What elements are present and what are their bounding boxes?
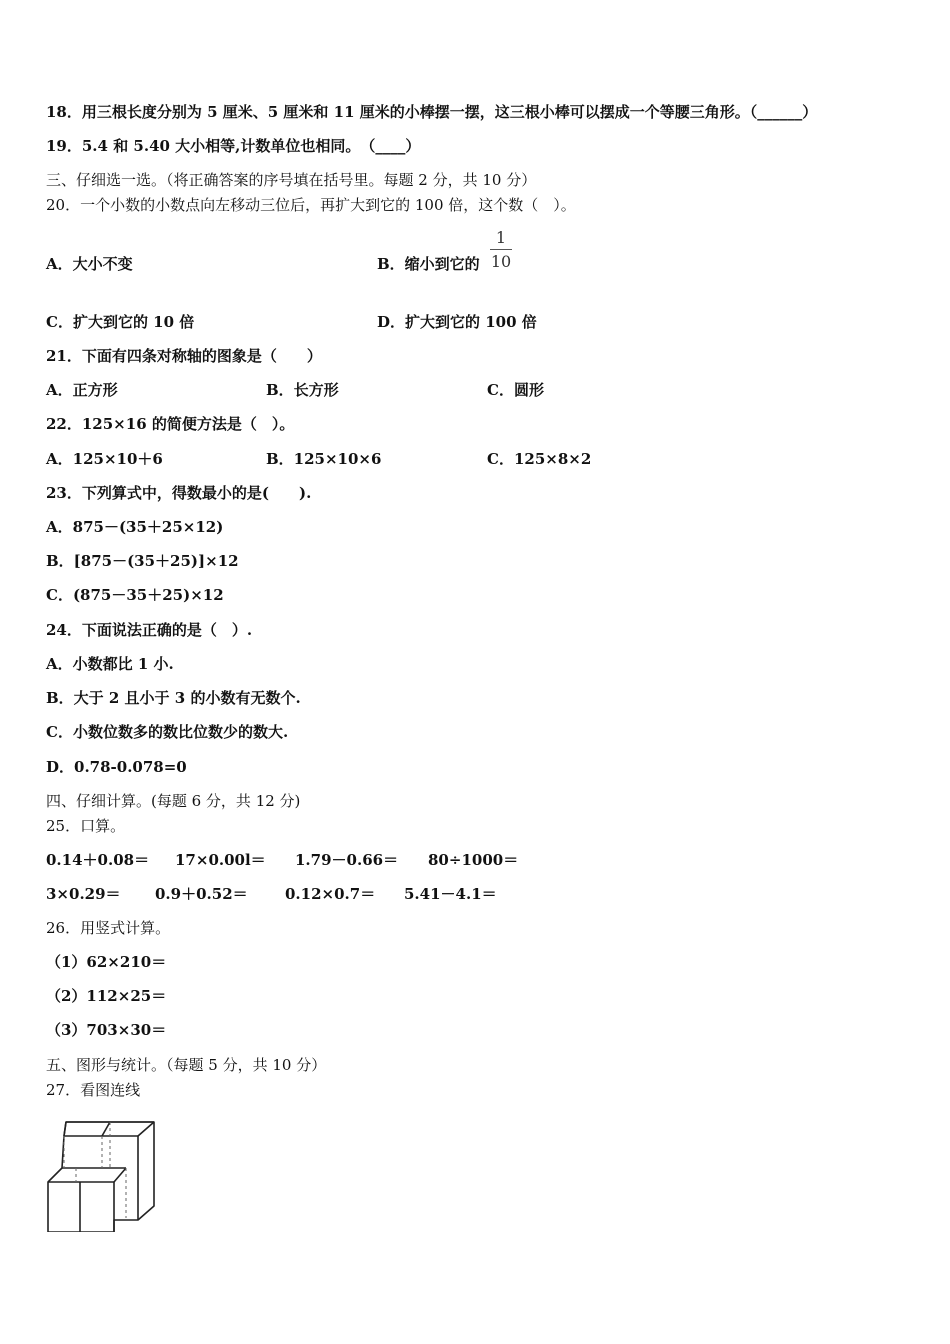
question-23: 23．下列算式中，得数最小的是( ). [46,484,312,502]
q25-row2-item-4: 5.41－4.1＝ [404,885,497,903]
q20-option-d: D．扩大到它的 100 倍 [377,313,537,331]
q23-option-c: C．(875－35＋25)×12 [46,586,224,604]
q24-option-c: C．小数位数多的数比位数少的数大. [46,723,289,741]
section-5-title: 五、图形与统计。（每题 5 分，共 10 分） [46,1056,327,1074]
q24-option-b: B．大于 2 且小于 3 的小数有无数个. [46,689,301,707]
q25-row1-item-2: 17×0.00l＝ [175,851,266,869]
q24-option-d: D．0.78-0.078=0 [46,758,187,776]
q25-row2-item-1: 3×0.29＝ [46,885,121,903]
question-20: 20．一个小数的小数点向左移动三位后，再扩大到它的 100 倍，这个数（ ）。 [46,196,576,214]
q20-option-b: B．缩小到它的 [377,255,480,273]
question-27: 27．看图连线 [46,1081,141,1099]
q22-option-b: B．125×10×6 [266,450,382,468]
question-22: 22．125×16 的简便方法是（ ）。 [46,415,295,433]
question-21: 21．下面有四条对称轴的图象是（ ） [46,347,322,365]
question-26: 26．用竖式计算。 [46,919,171,937]
q21-option-a: A．正方形 [46,381,118,399]
question-24: 24．下面说法正确的是（ ）. [46,621,253,639]
q20-option-c: C．扩大到它的 10 倍 [46,313,195,331]
section-4-title: 四、仔细计算。(每题 6 分，共 12 分) [46,792,301,810]
q25-row2-item-3: 0.12×0.7＝ [285,885,376,903]
q25-row1-item-4: 80÷1000＝ [428,851,519,869]
q26-item-1: （1）62×210＝ [46,953,167,971]
fraction-one-tenth [490,228,512,271]
fraction-denominator: 10 [490,252,512,271]
q23-option-b: B．[875－(35＋25)]×12 [46,552,239,570]
q25-row1-item-1: 0.14＋0.08＝ [46,851,150,869]
question-25: 25．口算。 [46,817,126,835]
q24-option-a: A．小数都比 1 小. [46,655,174,673]
question-18: 18．用三根长度分别为 5 厘米、5 厘米和 11 厘米的小棒摆一摆，这三根小棒可以摆成一个等腰三角形。（______） [46,103,818,121]
q25-row2-item-2: 0.9＋0.52＝ [155,885,248,903]
fraction-numerator: 1 [495,228,507,247]
fraction-bar [490,249,512,250]
cube-figure-icon [46,1110,158,1232]
q21-option-b: B．长方形 [266,381,339,399]
question-19: 19．5.4 和 5.40 大小相等,计数单位也相同。 （____） [46,137,421,155]
q22-option-a: A．125×10＋6 [46,450,163,468]
q26-item-2: （2）112×25＝ [46,987,167,1005]
q21-option-c: C．圆形 [487,381,544,399]
q20-option-a: A．大小不变 [46,255,133,273]
q22-option-c: C．125×8×2 [487,450,592,468]
q26-item-3: （3）703×30＝ [46,1021,167,1039]
section-3-title: 三、仔细选一选。（将正确答案的序号填在括号里。每题 2 分，共 10 分） [46,171,537,189]
q25-row1-item-3: 1.79－0.66＝ [295,851,399,869]
q23-option-a: A．875－(35＋25×12) [46,518,224,536]
